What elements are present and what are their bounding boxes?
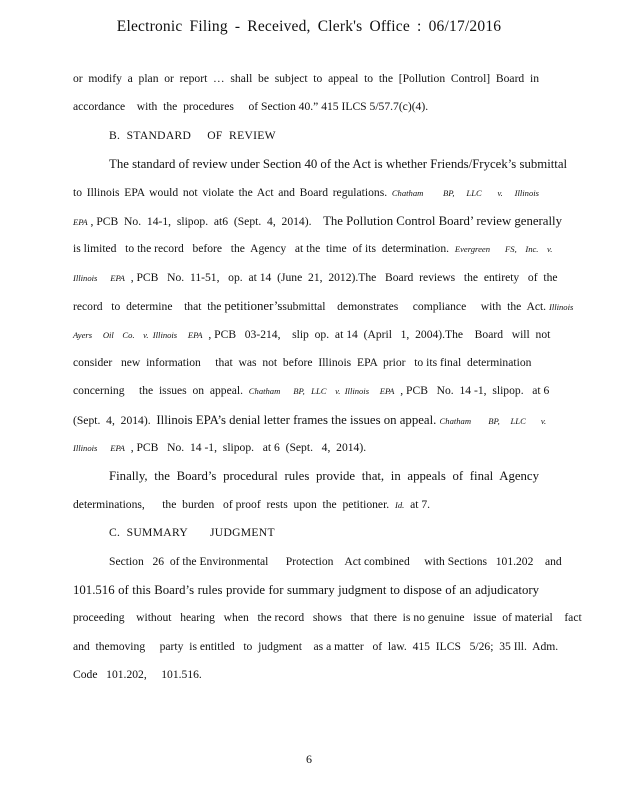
document-body (73, 69, 582, 694)
case-citation: Illinois EPA (73, 443, 125, 454)
case-citation: Illinois EPA (73, 272, 125, 283)
text-line: determinations, the burden of proof rests upon the petitioner. Id. at 7. (73, 497, 431, 511)
text-line: to Illinois EPA would not violate the Act and Board regulations. Chatham BP, LLC v. Illinois (73, 185, 539, 199)
case-citation: EPA (73, 216, 88, 227)
text-line: (Sept. 4, 2014). Illinois EPA’s denial letter frames the issues on appeal. Chatham BP, LLC v. (73, 412, 547, 427)
case-citation: Illinois (548, 302, 574, 313)
text-line: accordance with the procedures of Section 40.” 415 ILCS 5/57.7(c)(4). (73, 100, 429, 114)
text-line: Code 101.202, 101.516. (73, 668, 202, 682)
filing-stamp: Electronic Filing - Received, Clerk's Office : 06/17/2016 (116, 18, 502, 35)
text-line: Ayers Oil Co. v. Illinois EPA , PCB 03-214, slip op. at 14 (April 1, 2004).The Board will not (73, 327, 551, 341)
text-line: Illinois EPA , PCB No. 14 -1, slipop. at 6 (Sept. 4, 2014). (73, 441, 367, 455)
text-line: or modify a plan or report … shall be subject to appeal to the [Pollution Control] Board in (73, 72, 539, 85)
text-line: record to determine that the petitioner’ssubmittal demonstrates compliance with the Act. Illinois (73, 299, 574, 314)
text-line: EPA , PCB No. 14-1, slipop. at6 (Sept. 4, 2014). The Pollution Control Board’ review generally (73, 213, 562, 228)
text-line: Section 26 of the Environmental Protection Act combined with Sections 101.202 and (109, 554, 562, 568)
case-citation: Ayers Oil Co. v. Illinois EPA (73, 329, 203, 340)
section-heading-summary-judgment: C. SUMMARY JUDGMENT (109, 526, 275, 540)
text-line: is limited to the record before the Agency at the time of its determination. Evergreen FS, Inc. v. (73, 242, 553, 256)
section-heading-standard-of-review: B. STANDARD OF REVIEW (109, 128, 276, 142)
text-line: consider new information that was not before Illinois EPA prior to its final determination (73, 355, 532, 369)
case-citation: Evergreen FS, Inc. v. (454, 244, 553, 255)
case-citation: Chatham BP, LLC v. (439, 415, 547, 426)
text-line: proceeding without hearing when the record shows that there is no genuine issue of material fact (73, 611, 582, 625)
page-number: 6 (306, 752, 312, 766)
text-line: Finally, the Board’s procedural rules provide that, in appeals of final Agency (109, 469, 539, 484)
text-line: Illinois EPA , PCB No. 11-51, op. at 14 (June 21, 2012).The Board reviews the entirety of the (73, 270, 558, 284)
case-citation: Chatham BP, LLC v. Illinois (391, 187, 539, 198)
text-line: concerning the issues on appeal. Chatham BP, LLC v. Illinois EPA , PCB No. 14 -1, slipop. at 6 (73, 384, 550, 398)
case-citation: Id. (394, 499, 405, 510)
case-citation: Chatham BP, LLC v. Illinois EPA (248, 386, 395, 397)
text-line: The standard of review under Section 40 of the Act is whether Friends/Frycek’s submittal (109, 157, 568, 172)
text-line: 101.516 of this Board’s rules provide for summary judgment to dispose of an adjudicatory (73, 583, 539, 598)
text-line: and themoving party is entitled to judgment as a matter of law. 415 ILCS 5/26; 35 Ill. Adm. (73, 639, 559, 653)
